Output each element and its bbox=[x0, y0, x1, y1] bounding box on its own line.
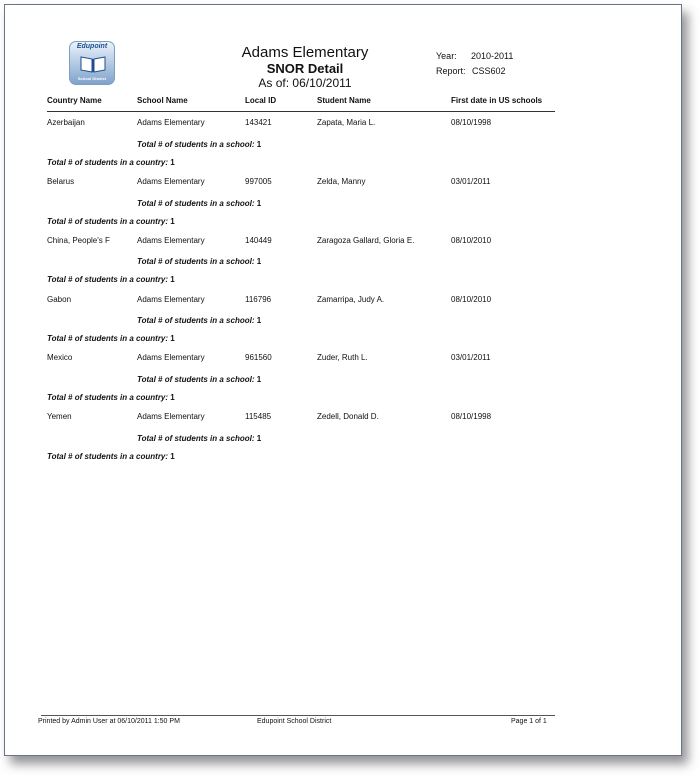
country-cell: China, People's F bbox=[47, 236, 110, 245]
country-total-label: Total # of students in a country: bbox=[47, 275, 169, 284]
school-total-label: Total # of students in a school: bbox=[137, 434, 255, 443]
country-total bbox=[47, 452, 175, 461]
school-title: Adams Elementary bbox=[241, 44, 369, 61]
country-total-value: 1 bbox=[170, 217, 175, 226]
local-id-cell: 997005 bbox=[245, 177, 272, 186]
printed-by: Printed by Admin User at 06/10/2011 1:50 PM bbox=[38, 718, 180, 725]
school-total-value: 1 bbox=[256, 199, 262, 208]
school-cell: Adams Elementary bbox=[137, 177, 205, 186]
country-total-value: 1 bbox=[170, 334, 175, 343]
first-date-cell: 03/01/2011 bbox=[451, 353, 491, 362]
school-cell: Adams Elementary bbox=[137, 118, 205, 127]
country-total bbox=[47, 334, 175, 343]
country-total bbox=[47, 217, 175, 226]
school-total bbox=[137, 257, 261, 266]
school-cell: Adams Elementary bbox=[137, 236, 205, 245]
first-date-cell: 08/10/1998 bbox=[451, 118, 492, 127]
student-cell: Zapata, Maria L. bbox=[317, 118, 376, 127]
school-total-label: Total # of students in a school: bbox=[137, 199, 255, 208]
local-id-cell: 116796 bbox=[245, 295, 272, 304]
school-total-label: Total # of students in a school: bbox=[137, 140, 255, 149]
page-number: Page 1 of 1 bbox=[511, 718, 547, 725]
column-header-first-date: First date in US schools bbox=[451, 96, 543, 105]
first-date-cell: 08/10/1998 bbox=[451, 412, 492, 421]
country-total-value: 1 bbox=[170, 393, 175, 402]
header-divider bbox=[47, 111, 555, 112]
school-cell: Adams Elementary bbox=[137, 295, 205, 304]
country-total-label: Total # of students in a country: bbox=[47, 452, 169, 461]
local-id-cell: 961560 bbox=[245, 353, 272, 362]
country-cell: Yemen bbox=[47, 412, 72, 421]
school-total bbox=[137, 140, 261, 149]
column-header-school: School Name bbox=[137, 96, 188, 105]
column-header-local-id: Local ID bbox=[245, 96, 277, 105]
local-id-cell: 143421 bbox=[245, 118, 272, 127]
footer-divider bbox=[41, 715, 555, 716]
first-date-cell: 03/01/2011 bbox=[451, 177, 491, 186]
country-total-value: 1 bbox=[170, 452, 175, 461]
school-cell: Adams Elementary bbox=[137, 412, 205, 421]
school-total-label: Total # of students in a school: bbox=[137, 375, 255, 384]
as-of-date: As of: 06/10/2011 bbox=[258, 76, 352, 90]
school-total bbox=[137, 316, 261, 325]
report-field bbox=[436, 66, 506, 76]
school-total bbox=[137, 434, 261, 443]
student-cell: Zelda, Manny bbox=[317, 177, 366, 186]
school-total-value: 1 bbox=[256, 375, 262, 384]
logo-subtitle: School District bbox=[77, 76, 107, 81]
country-cell: Belarus bbox=[47, 177, 75, 186]
country-total bbox=[47, 275, 175, 284]
country-cell: Gabon bbox=[47, 295, 72, 304]
year-field bbox=[436, 51, 514, 61]
country-cell: Mexico bbox=[47, 353, 73, 362]
country-total-label: Total # of students in a country: bbox=[47, 217, 169, 226]
report-label: Report: bbox=[436, 66, 466, 76]
country-total bbox=[47, 393, 175, 402]
school-total-label: Total # of students in a school: bbox=[137, 316, 255, 325]
report-name: SNOR Detail bbox=[266, 61, 344, 76]
country-total-value: 1 bbox=[170, 275, 175, 284]
school-total bbox=[137, 199, 261, 208]
school-total-value: 1 bbox=[256, 140, 262, 149]
school-total-value: 1 bbox=[256, 257, 262, 266]
school-total-value: 1 bbox=[256, 316, 262, 325]
report-page bbox=[4, 4, 682, 756]
student-cell: Zedell, Donald D. bbox=[317, 412, 379, 421]
local-id-cell: 140449 bbox=[245, 236, 272, 245]
country-total-value: 1 bbox=[170, 158, 175, 167]
school-total bbox=[137, 375, 261, 384]
country-total-label: Total # of students in a country: bbox=[47, 393, 169, 402]
country-total bbox=[47, 158, 175, 167]
country-total-label: Total # of students in a country: bbox=[47, 158, 169, 167]
column-header-country: Country Name bbox=[47, 96, 102, 105]
footer-district: Edupoint School District bbox=[257, 718, 332, 725]
student-cell: Zaragoza Gallard, Gloria E. bbox=[317, 236, 415, 245]
school-cell: Adams Elementary bbox=[137, 353, 205, 362]
student-cell: Zamarripa, Judy A. bbox=[317, 295, 385, 304]
student-cell: Zuder, Ruth L. bbox=[317, 353, 368, 362]
school-total-value: 1 bbox=[256, 434, 262, 443]
year-label: Year: bbox=[436, 51, 457, 61]
report-value: CSS602 bbox=[472, 66, 506, 76]
logo-brand: Edupoint bbox=[76, 43, 108, 50]
column-header-student: Student Name bbox=[317, 96, 371, 105]
book-icon bbox=[79, 54, 107, 74]
school-total-label: Total # of students in a school: bbox=[137, 257, 255, 266]
local-id-cell: 115485 bbox=[245, 412, 272, 421]
first-date-cell: 08/10/2010 bbox=[451, 236, 492, 245]
first-date-cell: 08/10/2010 bbox=[451, 295, 492, 304]
country-total-label: Total # of students in a country: bbox=[47, 334, 169, 343]
country-cell: Azerbaijan bbox=[47, 118, 85, 127]
edupoint-logo bbox=[69, 41, 115, 85]
year-value: 2010-2011 bbox=[471, 51, 514, 61]
